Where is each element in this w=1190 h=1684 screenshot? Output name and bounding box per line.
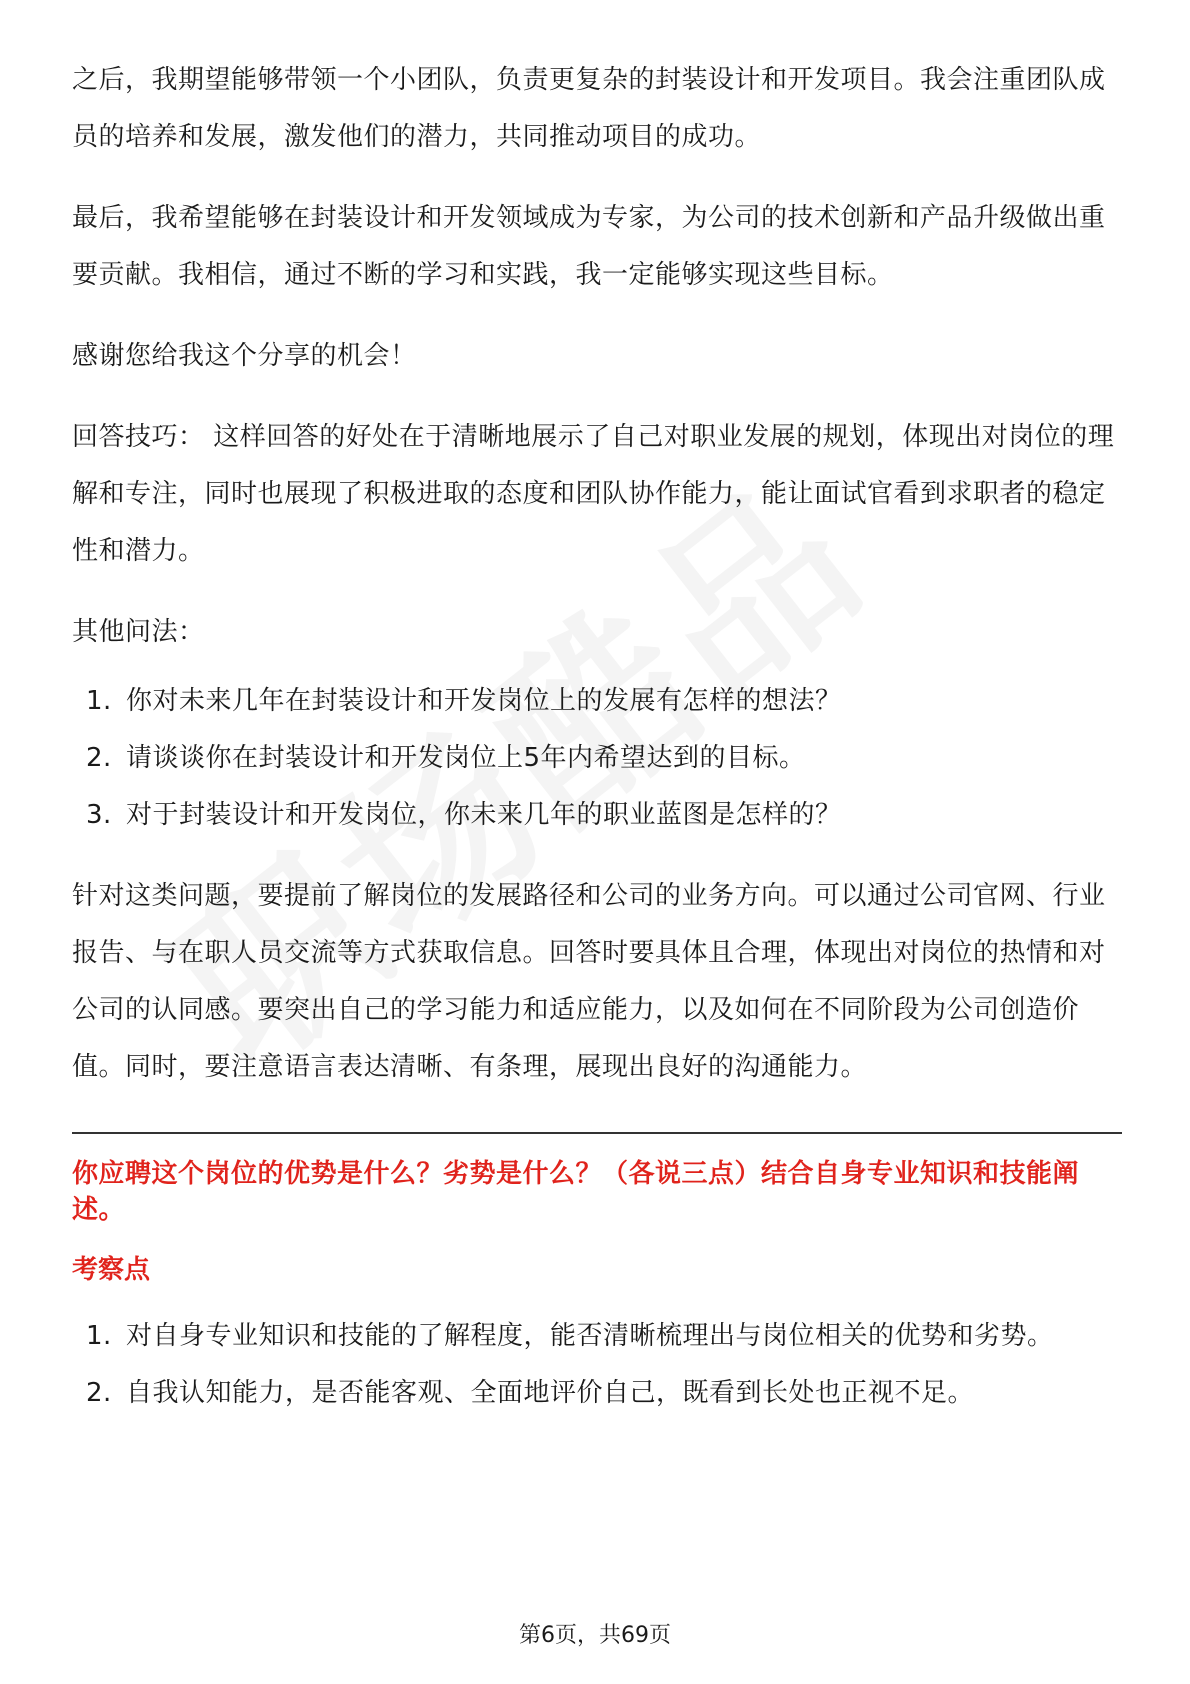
paragraph-answer-tips: 回答技巧： 这样回答的好处在于清晰地展示了自己对职业发展的规划，体现出对岗位的理解和专注，同时也展现了积极进取的态度和团队协作能力，能让面试官看到求职者的稳定性和潜力。: [72, 422, 1115, 566]
list-item-text: 对于封装设计和开发岗位，你未来几年的职业蓝图是怎样的？: [126, 800, 842, 830]
section-divider: [72, 1132, 1122, 1134]
list-item-number: 1.: [86, 686, 112, 716]
list-item-number: 2.: [86, 743, 112, 773]
other-questions-list: [72, 673, 1122, 844]
list-item-number: 2.: [86, 1378, 112, 1408]
page-number-footer: 第6页，共69页: [519, 1623, 671, 1648]
assessment-points-list: [72, 1308, 1122, 1422]
list-item: [72, 787, 1122, 844]
list-item-text: 你对未来几年在封装设计和开发岗位上的发展有怎样的想法？: [126, 686, 842, 716]
paragraph-thanks: 感谢您给我这个分享的机会！: [72, 341, 417, 371]
paragraph-other-questions-label: 其他问法：: [72, 617, 205, 647]
paragraph-advice: 针对这类问题，要提前了解岗位的发展路径和公司的业务方向。可以通过公司官网、行业报告、与在职人员交流等方式获取信息。回答时要具体且合理，体现出对岗位的热情和对公司的认同感。要突出自己的学习能力和适应能力，以及如何在不同阶段为公司创造价值。同时，要注意语言表达清晰、有条理，展现出良好的沟通能力。: [72, 881, 1106, 1082]
list-item-text: 自我认知能力，是否能客观、全面地评价自己，既看到长处也正视不足。: [126, 1378, 975, 1408]
list-item: [72, 1308, 1122, 1365]
list-item: [72, 673, 1122, 730]
document-page: [72, 52, 1122, 1446]
list-item: [72, 730, 1122, 787]
list-item-text: 对自身专业知识和技能的了解程度，能否清晰梳理出与岗位相关的优势和劣势。: [126, 1321, 1054, 1351]
question-title: 你应聘这个岗位的优势是什么？劣势是什么？（各说三点）结合自身专业知识和技能阐述。: [72, 1159, 1080, 1225]
list-item-number: 3.: [86, 800, 112, 830]
list-item: [72, 1365, 1122, 1422]
paragraph-team-lead: 之后，我期望能够带领一个小团队，负责更复杂的封装设计和开发项目。我会注重团队成员的培养和发展，激发他们的潜力，共同推动项目的成功。: [72, 65, 1106, 152]
list-item-text: 请谈谈你在封装设计和开发岗位上5年内希望达到的目标。: [126, 743, 806, 773]
assessment-points-heading: 考察点: [72, 1255, 151, 1285]
paragraph-expert-goal: 最后，我希望能够在封装设计和开发领域成为专家，为公司的技术创新和产品升级做出重要贡献。我相信，通过不断的学习和实践，我一定能够实现这些目标。: [72, 203, 1106, 290]
list-item-number: 1.: [86, 1321, 112, 1351]
